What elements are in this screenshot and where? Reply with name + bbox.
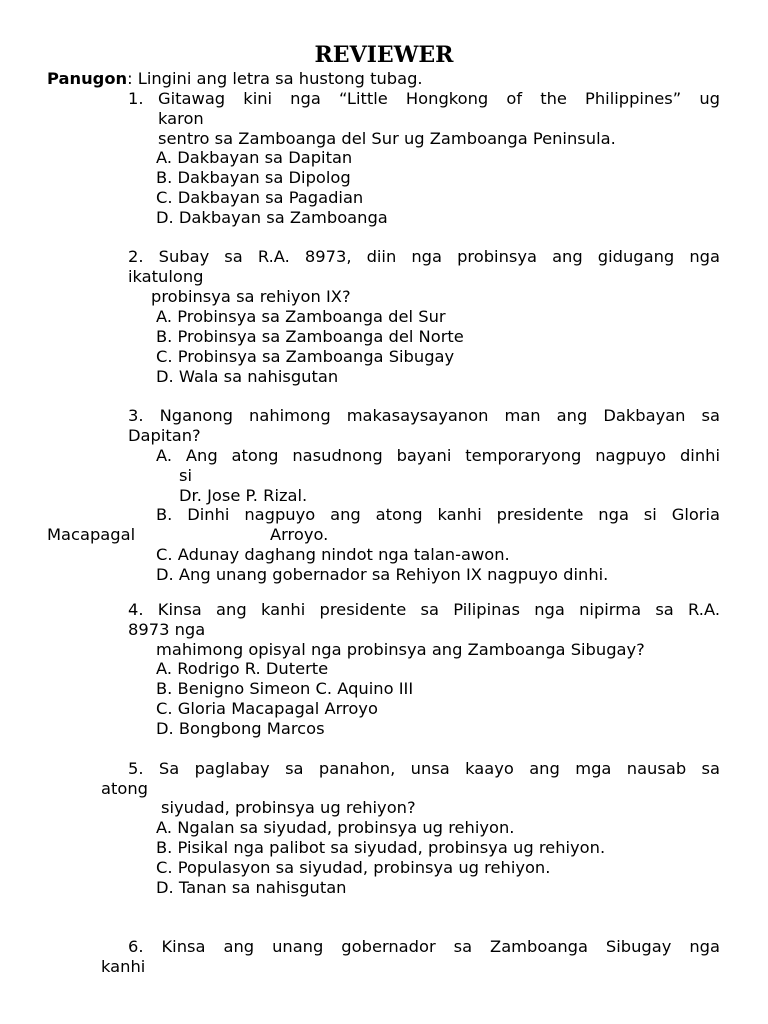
instruction: [47, 69, 423, 89]
question-1-choice-d: D. Dakbayan sa Zamboanga: [156, 208, 388, 227]
question-2-line-1: 2. Subay sa R.A. 8973, diin nga probinsya ang gidugang nga: [128, 247, 720, 266]
question-3-choice-a-line-3: Dr. Jose P. Rizal.: [179, 486, 308, 505]
question-1-choice-b: B. Dakbayan sa Dipolog: [156, 168, 351, 187]
question-4-line-2: 8973 nga: [128, 620, 206, 639]
question-3-choice-c: C. Adunay daghang nindot nga talan-awon.: [156, 545, 510, 564]
question-1-line-2: karon: [158, 109, 204, 128]
question-3-choice-b-line-2b: Arroyo.: [270, 525, 329, 544]
question-5-choice-d: D. Tanan sa nahisgutan: [156, 878, 347, 897]
question-3-choice-a-line-1: A. Ang atong nasudnong bayani temporaryong nagpuyo dinhi: [156, 446, 720, 465]
question-5-line-1: 5. Sa paglabay sa panahon, unsa kaayo ang mga nausab sa: [128, 759, 720, 778]
question-1-line-3: sentro sa Zamboanga del Sur ug Zamboanga Peninsula.: [158, 129, 616, 148]
question-2-line-3: probinsya sa rehiyon IX?: [151, 287, 351, 306]
question-3-line-2: Dapitan?: [128, 426, 201, 445]
question-5-choice-b: B. Pisikal nga palibot sa siyudad, probinsya ug rehiyon.: [156, 838, 606, 857]
question-3-line-1: 3. Nganong nahimong makasaysayanon man ang Dakbayan sa: [128, 406, 720, 425]
instruction-text: : Lingini ang letra sa hustong tubag.: [127, 69, 423, 88]
question-2-choice-c: C. Probinsya sa Zamboanga Sibugay: [156, 347, 455, 366]
question-3-choice-b-line-1: B. Dinhi nagpuyo ang atong kanhi presidente nga si Gloria: [156, 505, 720, 524]
question-5-line-3: siyudad, probinsya ug rehiyon?: [161, 798, 416, 817]
question-4-line-3: mahimong opisyal nga probinsya ang Zamboanga Sibugay?: [156, 640, 645, 659]
page-title: REVIEWER: [314, 42, 454, 68]
question-2-line-2: ikatulong: [128, 267, 204, 286]
question-5-choice-c: C. Populasyon sa siyudad, probinsya ug rehiyon.: [156, 858, 551, 877]
question-3-choice-a-line-2: si: [179, 466, 193, 485]
question-3-choice-b-line-2a: Macapagal: [47, 525, 136, 544]
question-1-number: 1.: [128, 89, 144, 108]
question-4-choice-b: B. Benigno Simeon C. Aquino III: [156, 679, 414, 698]
question-1-choice-a: A. Dakbayan sa Dapitan: [156, 148, 353, 167]
question-6-line-2: kanhi: [101, 957, 146, 976]
question-1-choice-c: C. Dakbayan sa Pagadian: [156, 188, 364, 207]
question-2-choice-b: B. Probinsya sa Zamboanga del Norte: [156, 327, 464, 346]
instruction-label: Panugon: [47, 69, 128, 88]
question-4-line-1: 4. Kinsa ang kanhi presidente sa Pilipinas nga nipirma sa R.A.: [128, 600, 720, 619]
question-5-choice-a: A. Ngalan sa siyudad, probinsya ug rehiyon.: [156, 818, 515, 837]
question-6-line-1: 6. Kinsa ang unang gobernador sa Zamboanga Sibugay nga: [128, 937, 720, 956]
question-3-choice-d: D. Ang unang gobernador sa Rehiyon IX nagpuyo dinhi.: [156, 565, 609, 584]
question-4-choice-d: D. Bongbong Marcos: [156, 719, 325, 738]
question-5-line-2: atong: [101, 779, 148, 798]
question-2-choice-d: D. Wala sa nahisgutan: [156, 367, 339, 386]
question-4-choice-c: C. Gloria Macapagal Arroyo: [156, 699, 378, 718]
question-2-choice-a: A. Probinsya sa Zamboanga del Sur: [156, 307, 446, 326]
question-1-line-1: Gitawag kini nga “Little Hongkong of the Philippines” ug: [158, 89, 720, 108]
question-4-choice-a: A. Rodrigo R. Duterte: [156, 659, 329, 678]
